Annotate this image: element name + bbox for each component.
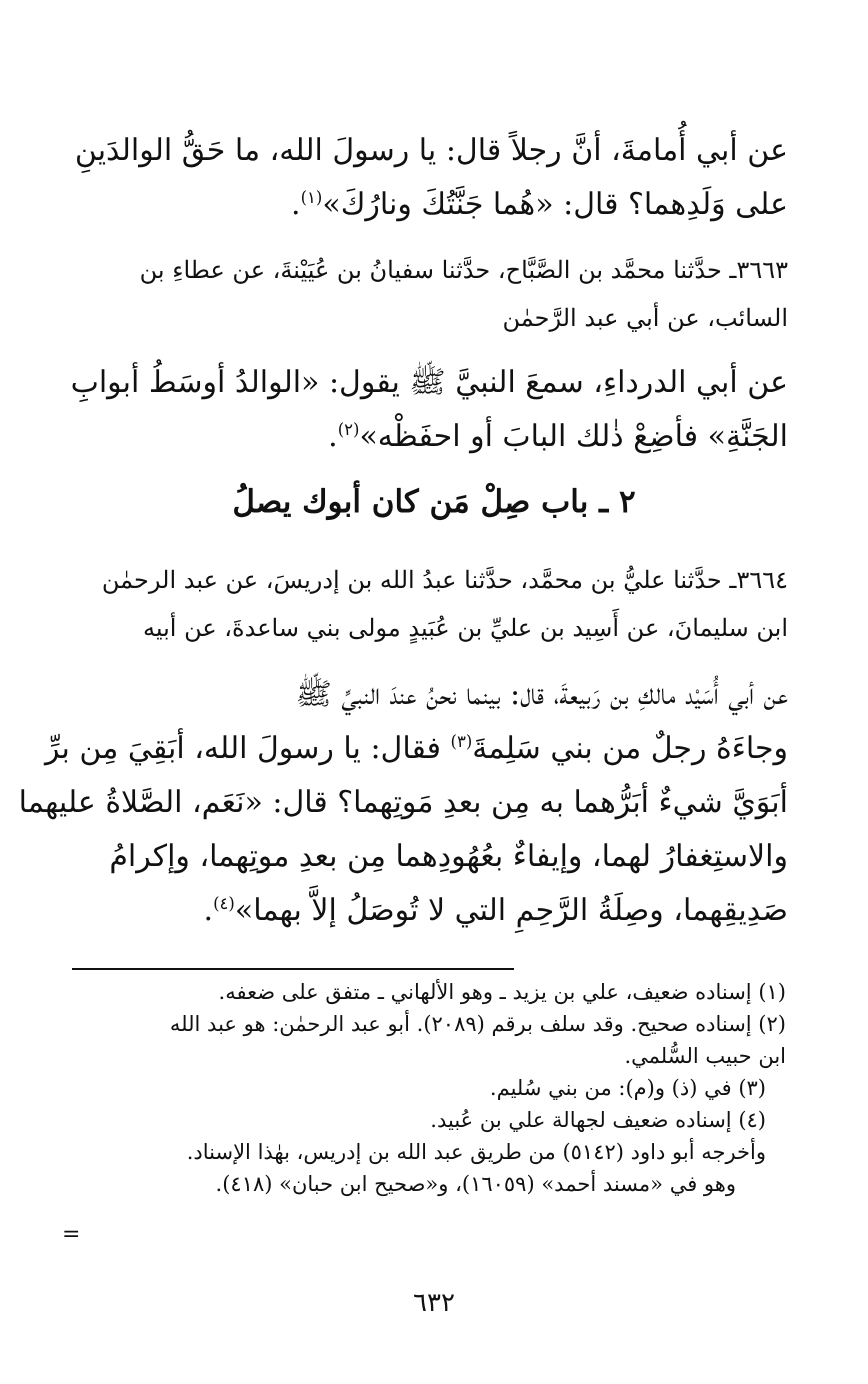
hadith-3663-text [70, 356, 788, 464]
isnad-3663 [70, 246, 788, 342]
text-line: صَدِيقِهما، وصِلَةُ الرَّحِمِ التي لا تُوصَلُ إلاَّ بهما»$^{(٤)}$. [203, 893, 788, 928]
footnote-ref: (١) [300, 188, 323, 207]
isnad-3664 [70, 556, 788, 652]
footnote-4: (٤) إسناده ضعيف لجهالة علي بن عُبيد. [430, 1108, 766, 1132]
text-line: ابن سليمانَ، عن أَسِيد بن عليِّ بن عُبَيدٍ مولى بني ساعدةَ، عن أبيه [143, 614, 788, 642]
text-line: ٣٦٦٤ـ حدَّثنا عليُّ بن محمَّد، حدَّثنا عبدُ الله بن إدريسَ، عن عبد الرحمٰن [101, 566, 788, 594]
hadith-3664-text [18, 668, 788, 938]
footnote-ref: (٣) [450, 732, 473, 751]
text-line: عن أبي الدرداءِ، سمعَ النبيَّ ﷺ يقول: «الوالدُ أوسَطُ أبوابِ [70, 365, 788, 400]
text-line: عن أبي أُمامةَ، أنَّ رجلاً قال: يا رسولَ الله، ما حَقُّ الوالدَينِ [74, 133, 788, 168]
footnote-1: (١) إسناده ضعيف، علي بن يزيد ـ وهو الألهاني ـ متفق على ضعفه. [218, 980, 786, 1004]
text-line: عن أبي أُسَيْد مالكِ بن رَبيعةَ، قال: بينما نحنُ عندَ النبيِّ ﷺ [295, 677, 788, 712]
text-line: ٣٦٦٣ـ حدَّثنا محمَّد بن الصَّبَّاح، حدَّثنا سفيانُ بن عُيَيْنةَ، عن عطاءِ بن [139, 256, 788, 284]
footnote-4-cont: وهو في «مسند أحمد» (١٦٠٥٩)، و«صحيح ابن حبان» (٤١٨). [215, 1172, 736, 1196]
footnote-ref: (٢) [337, 420, 360, 439]
text-line: وجاءَهُ رجلٌ من بني سَلِمةَ$^{(٣)}$ فقال: يا رسولَ الله، أبَقِيَ مِن برِّ [44, 731, 788, 766]
footnote-2-cont: ابن حبيب السُّلمي. [624, 1044, 786, 1068]
text-line: على وَلَدِهما؟ قال: «هُما جَنَّتُكَ ونارُكَ»$^{(١)}$. [291, 187, 788, 222]
text-line: أبَوَيَّ شيءٌ أبَرُّهما به مِن بعدِ مَوتِهما؟ قال: «نَعَم، الصَّلاةُ عليهما [18, 785, 788, 820]
chapter-heading: ٢ ـ باب صِلْ مَن كان أبوك يصلُ [232, 484, 636, 520]
footnotes [60, 976, 786, 1200]
footnote-ref: (٤) [213, 894, 235, 913]
continuation-mark: = [62, 1222, 81, 1247]
page-number: ٦٣٢ [413, 1288, 455, 1318]
footnote-separator [72, 968, 514, 970]
hadith-3662-text [70, 124, 788, 232]
text-line: والاستِغفارُ لهما، وإيفاءٌ بعُهُودِهما مِن بعدِ موتِهما، وإكرامُ [109, 839, 788, 874]
footnote-3: (٣) في (ذ) و(م): من بني سُليم. [489, 1076, 766, 1100]
text-line: السائب، عن أبي عبد الرَّحمٰن [502, 304, 788, 332]
text-line: الجَنَّةِ» فأضِعْ ذٰلك البابَ أو احفَظْه»$^{(٢)}$. [328, 419, 788, 454]
footnote-2: (٢) إسناده صحيح. وقد سلف برقم (٢٠٨٩). أبو عبد الرحمٰن: هو عبد الله [169, 1012, 786, 1036]
footnote-4-cont: وأخرجه أبو داود (٥١٤٢) من طريق عبد الله بن إدريس، بهٰذا الإسناد. [186, 1140, 766, 1164]
